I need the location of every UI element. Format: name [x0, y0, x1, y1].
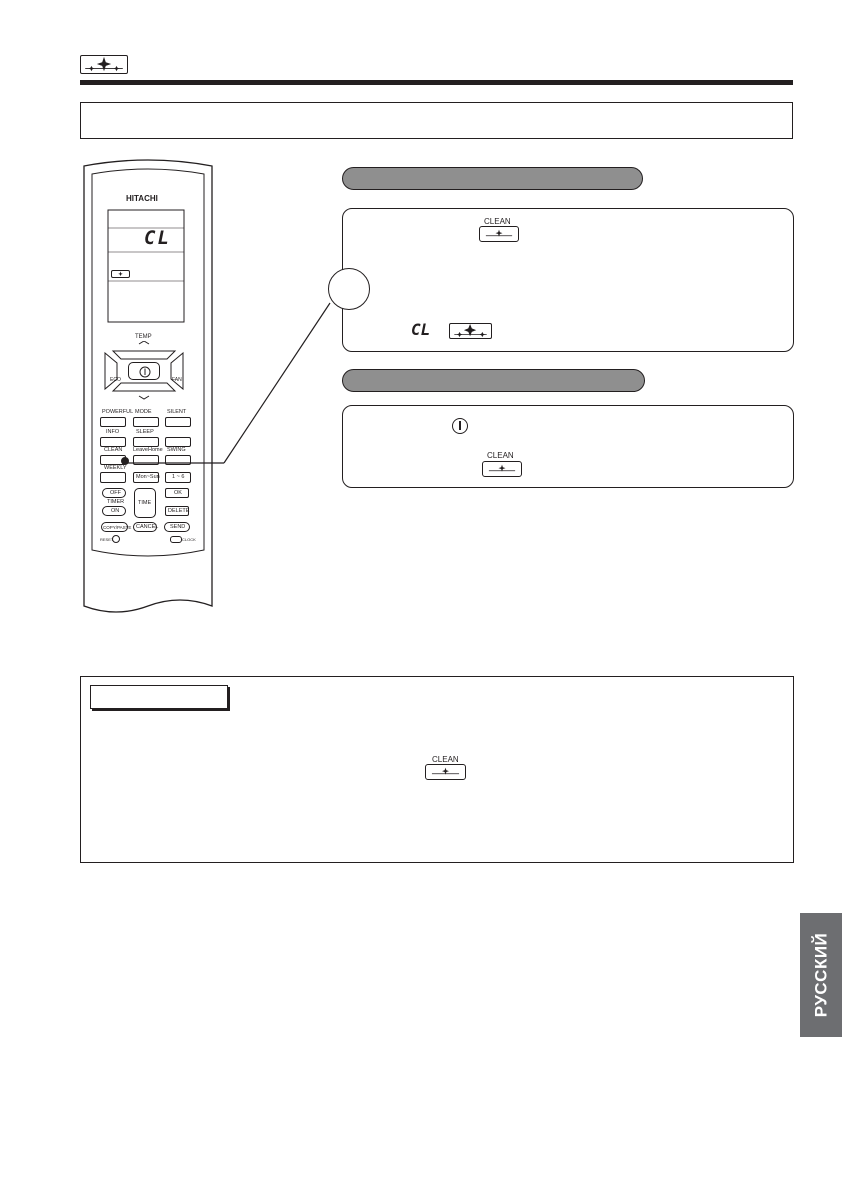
fan-label: FAN	[172, 377, 182, 383]
language-tab-label: РУССКИЙ	[811, 932, 831, 1018]
note-heading-box	[90, 685, 228, 709]
swing-label: SWING	[167, 447, 186, 453]
temp-label: TEMP	[135, 334, 152, 340]
silent-label: SILENT	[167, 409, 187, 415]
remote-brand: HITACHI	[126, 194, 158, 203]
one-six-button[interactable]: 1 ~ 6	[165, 472, 191, 483]
send-button[interactable]: SEND	[164, 522, 190, 532]
note-clean-label: CLEAN	[432, 755, 459, 764]
section2-clean-label: CLEAN	[487, 451, 514, 460]
section1-display-code: CL	[411, 320, 431, 339]
off-button[interactable]: OFF	[102, 488, 126, 498]
weekly-label: WEEKLY	[104, 465, 127, 471]
timer-label: TIMER	[107, 499, 125, 505]
time-button[interactable]: TIME	[134, 488, 156, 518]
delete-button[interactable]: DELETE	[165, 506, 189, 516]
section2-power-icon	[452, 418, 468, 434]
clock-button[interactable]	[170, 536, 182, 543]
mon-sun-button[interactable]: Mon~Sun	[133, 472, 159, 483]
cancel-button[interactable]: CANCEL	[133, 522, 157, 532]
section1-clean-button-icon	[479, 226, 519, 242]
section2-panel	[342, 405, 794, 488]
reset-label: RESET	[100, 537, 114, 542]
reset-button[interactable]	[112, 535, 120, 543]
title-box	[80, 102, 793, 139]
language-tab	[800, 913, 842, 1037]
eco-label: ECO	[110, 377, 121, 383]
powerful-label: POWERFUL	[102, 409, 134, 415]
clean-button-highlight	[121, 457, 129, 465]
section1-clean-display-icon	[449, 323, 492, 339]
copy-paste-button[interactable]: COPY/PASTE	[101, 522, 128, 532]
section2-clean-button-icon	[482, 461, 522, 477]
header-rule	[80, 80, 793, 85]
section1-header-bar	[342, 167, 643, 190]
clean-function-icon	[80, 55, 128, 74]
leave-home-label: LeaveHome	[133, 447, 163, 453]
section2-header-bar	[342, 369, 645, 392]
mode-label: MODE	[135, 409, 152, 415]
remote-display-code: CL	[144, 227, 171, 249]
info-label: INFO	[106, 429, 120, 435]
sleep-label: SLEEP	[136, 429, 154, 435]
section1-panel	[342, 208, 794, 352]
note-clean-button-icon	[425, 764, 466, 780]
clock-label: CLOCK	[182, 537, 196, 542]
section1-clean-label: CLEAN	[484, 217, 511, 226]
on-button[interactable]: ON	[102, 506, 126, 516]
step-number-circle	[328, 268, 370, 310]
clean-label: CLEAN	[104, 447, 123, 453]
remote-display-clean-icon	[111, 270, 130, 278]
callout-line	[120, 280, 380, 480]
ok-button[interactable]: OK	[165, 488, 189, 498]
sparkle-icon	[81, 56, 127, 73]
